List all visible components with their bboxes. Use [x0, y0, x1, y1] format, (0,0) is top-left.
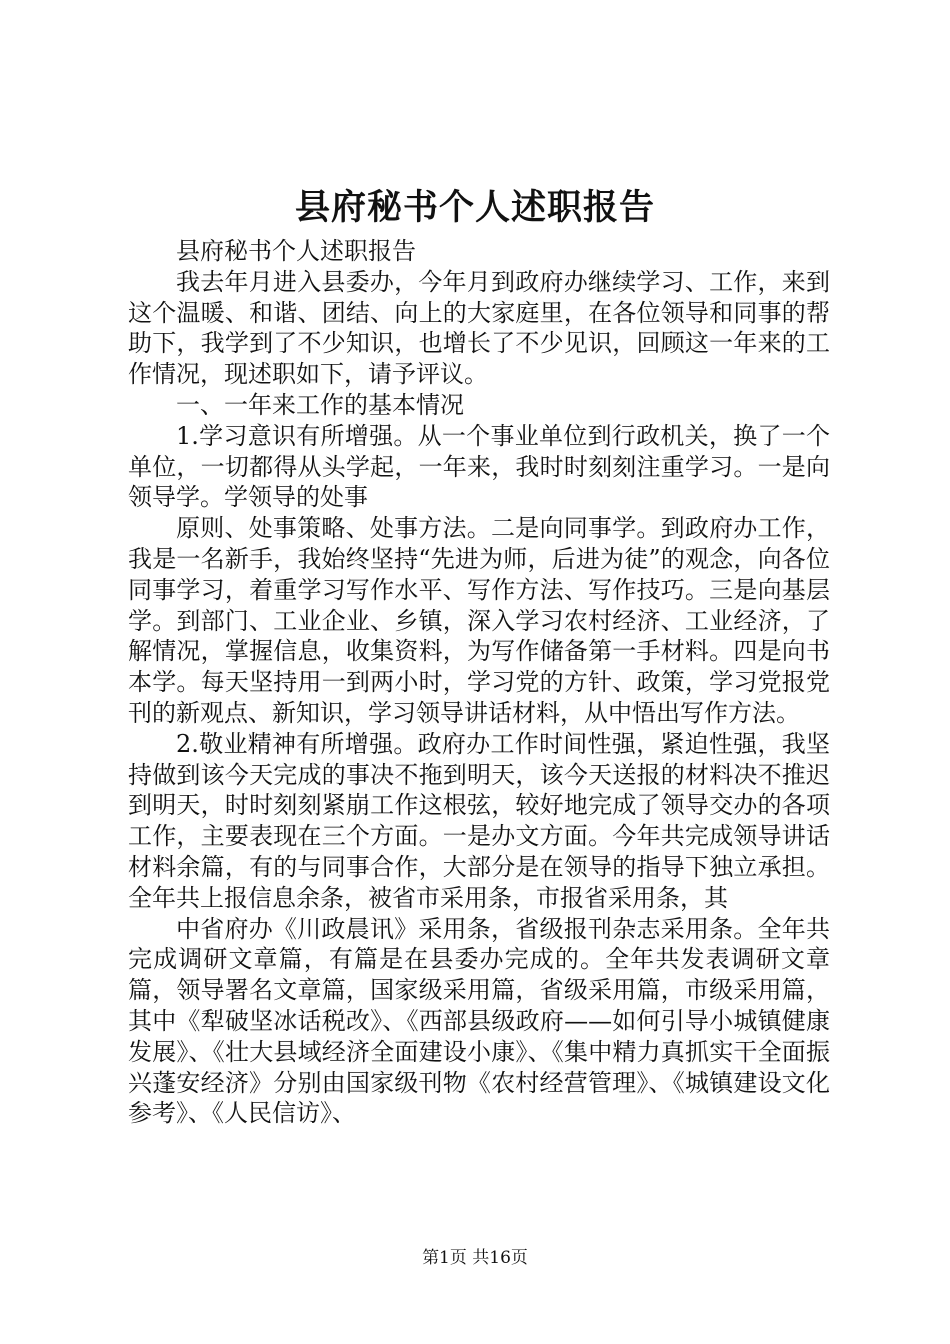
paragraph-dedication: 2.敬业精神有所增强。政府办工作时间性强，紧迫性强，我坚持做到该今天完成的事决不拖到明天，该今天送报的材料决不推迟到明天，时时刻刻紧崩工作这根弦，较好地完成了领导交办的各项工作，主要表现在三个方面。一是办文方面。今年共完成领导讲话材料余篇，有的与同事合作，大部分是在领导的指导下独立承担。全年共上报信息余条，被省市采用条，市报省采用条，其 [128, 729, 830, 912]
page-footer: 第1页 共16页 [422, 1248, 528, 1268]
paragraph-study-continued: 原则、处事策略、处事方法。二是向同事学。到政府办工作，我是一名新手，我始终坚持“先进为师，后进为徒”的观念，向各位同事学习，着重学习写作水平、写作方法、写作技巧。三是向基层学。到部门、工业企业、乡镇，深入学习农村经济、工业经济，了解情况，掌握信息，收集资料，为写作储备第一手材料。四是向书本学。每天坚持用一到两小时，学习党的方针、政策，学习党报党刊的新观点、新知识，学习领导讲话材料，从中悟出写作方法。 [128, 514, 830, 727]
paragraph-study: 1.学习意识有所增强。从一个事业单位到行政机关，换了一个单位，一切都得从头学起，一年来，我时时刻刻注重学习。一是向领导学。学领导的处事 [128, 421, 830, 512]
section-heading: 一、一年来工作的基本情况 [176, 390, 464, 419]
paragraph-publications: 中省府办《川政晨讯》采用条，省级报刊杂志采用条。全年共完成调研文章篇，有篇是在县委办完成的。全年共发表调研文章篇，领导署名文章篇，国家级采用篇，省级采用篇，市级采用篇，其中《犁破坚冰话税改》、《西部县级政府——如何引导小城镇健康发展》、《壮大县域经济全面建设小康》、《集中精力真抓实干全面振兴蓬安经济》分别由国家级刊物《农村经营管理》、《城镇建设文化参考》、《人民信访》、 [128, 914, 830, 1128]
paragraph-subtitle: 县府秘书个人述职报告 [176, 237, 416, 265]
page-title: 县府秘书个人述职报告 [294, 187, 655, 228]
paragraph-intro: 我去年月进入县委办，今年月到政府办继续学习、工作，来到这个温暖、和谐、团结、向上的大家庭里，在各位领导和同事的帮助下，我学到了不少知识，也增长了不少见识，回顾这一年来的工作情况，现述职如下，请予评议。 [128, 267, 830, 389]
document-body [128, 236, 830, 1129]
